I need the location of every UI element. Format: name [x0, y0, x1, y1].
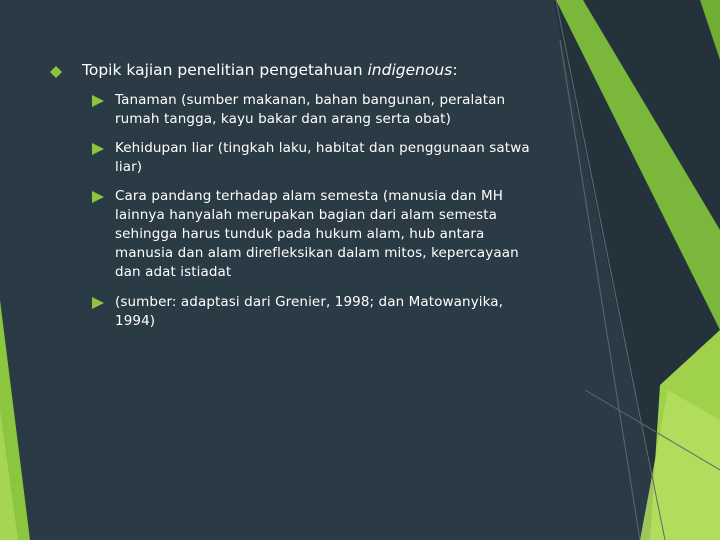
main-heading	[82, 60, 458, 80]
list-item-text: Cara pandang terhadap alam semesta (manusia dan MH lainnya hanyalah merupakan bagian dari alam semesta sehingga harus tunduk pada hukum alam, hub antara manusia dan alam direfleksikan dalam mitos, kepercayaan dan adat istiadat	[115, 188, 519, 280]
list-item-text: (sumber: adaptasi dari Grenier, 1998; dan Matowanyika, 1994)	[115, 294, 504, 329]
heading-italic: indigenous	[367, 61, 453, 79]
list-item-text: Tanaman (sumber makanan, bahan bangunan, peralatan rumah tangga, kayu bakar dan arang serta obat)	[115, 92, 506, 127]
heading-suffix: :	[452, 61, 458, 79]
list-item-text: Kehidupan liar (tingkah laku, habitat dan penggunaan satwa liar)	[115, 140, 530, 175]
heading-prefix: Topik kajian penelitian pengetahuan	[82, 61, 368, 79]
